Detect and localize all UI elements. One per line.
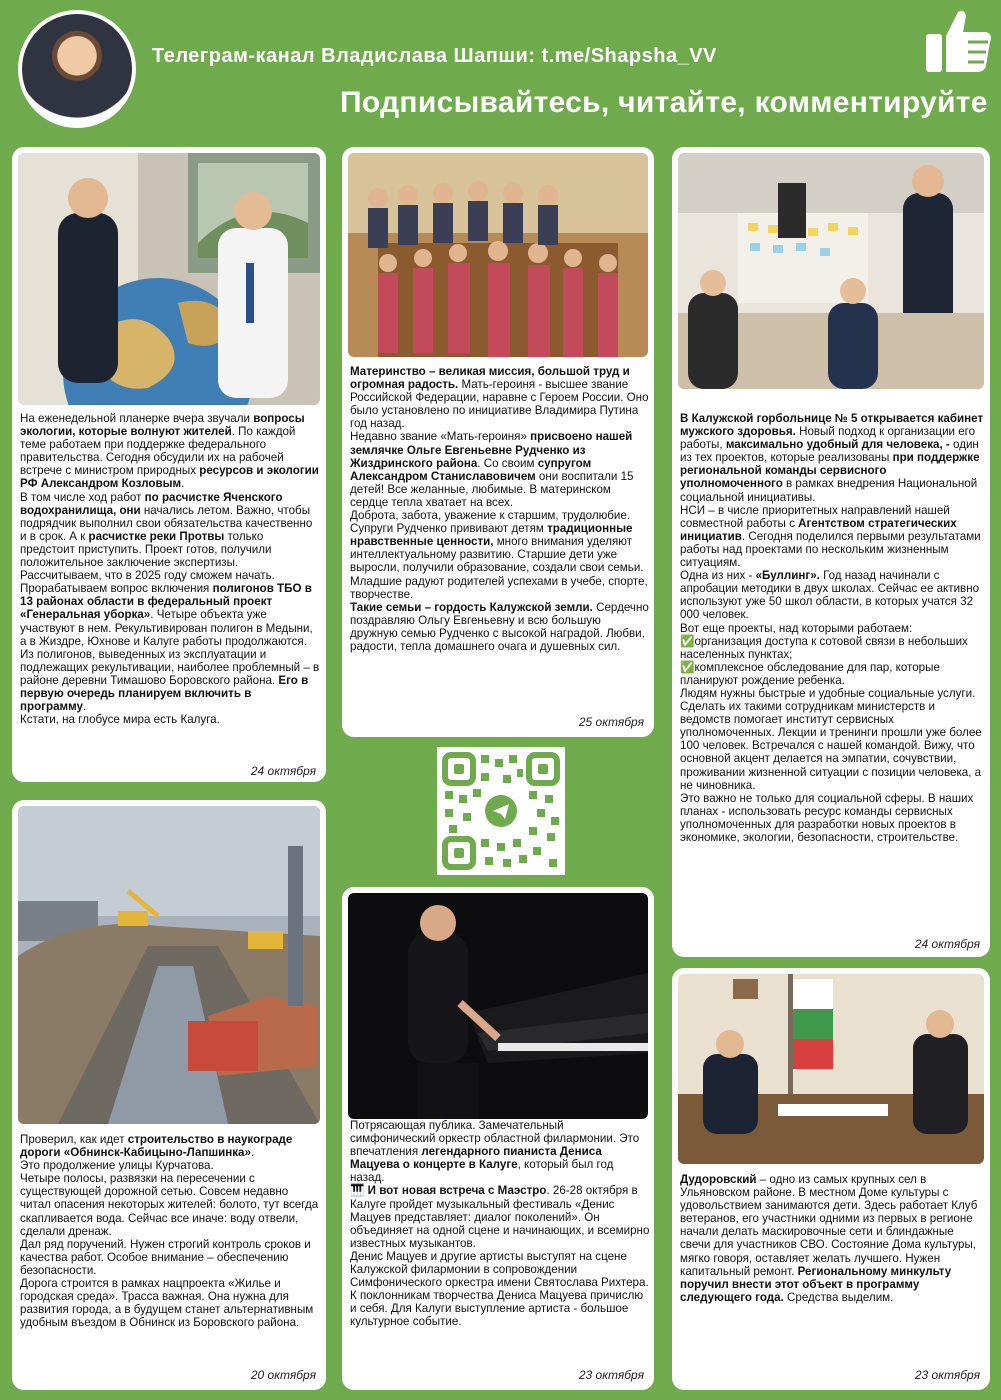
text-bold: Материнство – великая миссия, большой труд и огромная радость. <box>350 365 630 392</box>
post-date: 23 октября <box>578 1368 644 1382</box>
text-span: в рамках внедрения Национальной социальной инициативы. <box>680 477 978 504</box>
text-span: , который был год назад. <box>350 1158 614 1185</box>
text-span: Дорога строится в рамках нацпроекта «Жилье и городская среда». Трасса важная. Она нужна для развития города, а в будущем станет альтернативным удобным въездом в Обнинск из Боровского района. <box>20 1277 314 1330</box>
text-span: Вот еще проекты, над которыми работаем: <box>680 621 913 635</box>
post-date: 24 октября <box>914 937 980 951</box>
post-text <box>680 412 984 844</box>
header-banner <box>0 0 1001 138</box>
check-icon: ✅ <box>680 634 695 648</box>
text-span: Год назад начинали с апробации методики в двух школах. Сейчас ее активно используют уже 50 школ области, в которых учатся 32 000 человек. <box>680 569 980 622</box>
text-span: НСИ – в числе приоритетных направлений нашей совместной работы с <box>680 503 950 530</box>
text-span: Людям нужны быстрые и удобные социальные услуги. Сделать их такими сотрудникам министерств и ведомств помогает институт сервисных уполномоченных. Лекции и тренинги прошли уже более 100 человек. Встречался с нашей командой. Вижу, что основной акцент делается на эмпатии, сочувствии, проживании жизненной ситуации с позиции человека, а не чиновника. <box>680 686 982 792</box>
post-text <box>20 412 320 726</box>
text-bold: ресурсов и экологии РФ Александром Козловым <box>20 464 319 491</box>
text-span: Денис Мацуев и другие артисты выступят на сцене Калужской филармонии в сопровождении Симфонического оркестра имени Святослава Рихтера. <box>350 1249 649 1290</box>
text-span: Проверил, как идет <box>20 1133 128 1146</box>
text-span: Средства выделим. <box>783 1290 894 1304</box>
post-text <box>680 1173 984 1304</box>
text-bold: полигонов ТБО в 13 районах области в федеральный проект «Генеральная уборка» <box>20 582 312 622</box>
text-bold: вопросы экологии, которые волнуют жителей <box>20 412 305 439</box>
photo-road-construction <box>18 806 320 1124</box>
text-span: Это важно не только для социальной сферы. В наших планах - использовать ресурс команды сервисных уполномоченных для разработки новых проектов в экономике, экологии, безопасности, строительстве. <box>680 791 974 844</box>
photo-large-family <box>348 153 648 357</box>
text-span: К поклонникам творчества Дениса Мацуева причислю и себя. Для Калуги выступление артиста - большое культурное событие. <box>350 1289 644 1329</box>
post-card-mens-health <box>672 147 990 957</box>
text-bold: по расчистке Яченского водохранилища, они <box>20 490 283 517</box>
text-bold: В Калужской горбольнице № 5 открывается кабинет мужского здоровья. <box>680 412 984 439</box>
text-span: Потрясающая публика. Замечательный симфонический оркестр областной филармонии. Это впечатления <box>350 1119 640 1159</box>
text-bold: расчистке реки Протвы <box>88 529 225 543</box>
text-span: Доброта, забота, уважение к старшим, трудолюбие. Супруги Рудченко прививают детям <box>350 509 631 536</box>
post-card-mother-heroine <box>342 147 654 737</box>
text-span: Четыре полосы, развязки на пересечении с существующей дорожной сетью. Совсем недавно читал опасения некоторых жителей: болото, тут всегда скапливается вода. Сейчас все иначе: воду отвели, сделали дренаж. <box>20 1172 319 1238</box>
text-span: . <box>82 700 87 714</box>
text-span: . 26-28 октября в Калуге пройдет музыкальный фестиваль «Денис Мацуев представляет: диалог поколений». Он объединяет на одной сцене и начинающих, и всемирно известных музыкантов. <box>350 1184 650 1250</box>
text-bold: Его в первую очередь планируем включить в программу <box>20 673 309 714</box>
header-subtitle: Подписывайтесь, читайте, комментируйте <box>340 86 988 119</box>
text-span: На еженедельной планерке вчера звучали <box>20 412 254 425</box>
text-span: Это продолжение улицы Курчатова. <box>20 1159 214 1173</box>
post-card-road-construction <box>12 800 326 1390</box>
text-span: . <box>250 1146 255 1160</box>
post-date: 23 октября <box>914 1368 980 1382</box>
text-span: только предстоит приступить. Проект готов, получили положительное заключение экспертизы. Рассчитываем, что в 2025 году сможем начать. <box>20 529 275 583</box>
text-span: один из тех проектов, которые реализованы <box>680 438 979 465</box>
text-span: они воспитали 15 детей! Все желанные, любимые. В материнском сердце тепла хватает на всех. <box>350 469 634 509</box>
text-span: . По каждой теме работаем при поддержке федерального правительства. Сегодня обсудили их на рабочей встрече с министром природных <box>20 425 296 478</box>
photo-pianist-concert <box>348 893 648 1119</box>
post-date: 24 октября <box>250 764 316 778</box>
text-bold: максимально удобный для человека, - <box>725 438 950 452</box>
photo-globe-meeting <box>18 153 320 405</box>
author-avatar <box>18 10 136 128</box>
text-span: . Сегодня поделился первыми результатами работы над проектами по нескольким жизненным ситуациям. <box>680 529 981 570</box>
thumbs-up-icon <box>922 4 996 78</box>
post-date: 20 октября <box>250 1368 316 1382</box>
text-span: – одно из самых крупных сел в Ульяновском районе. В местном Доме культуры с удовольствием занимаются дети. Здесь работает Клуб ветеранов, его участники одними из первых в регионе начали делать маскировочные сети и блиндажные свечи для участников СВО. Состояние Дома культуры, мягко говоря, оставляет желать лучшего. Нужен капитальный ремонт. <box>680 1173 978 1278</box>
text-bold: Дудоровский <box>680 1173 757 1186</box>
text-span: Кстати, на глобусе мира есть Калуга. <box>20 713 220 727</box>
text-span: начались летом. Важно, чтобы подрядчик выполнил свои обязательства качественно и в срок. А к <box>20 503 313 543</box>
post-text <box>20 1133 320 1329</box>
post-card-ecology <box>12 147 326 782</box>
text-span: В том числе ход работ <box>20 490 145 504</box>
telegram-qr-code[interactable] <box>437 747 565 875</box>
text-bold: традиционные нравственные ценности, <box>350 522 633 549</box>
text-span: . Со своим <box>477 456 538 470</box>
text-span: Новый подход к организации его работы, <box>680 425 976 452</box>
post-text <box>350 1119 650 1329</box>
photo-official-meeting <box>678 974 984 1164</box>
text-bold: Агентством стратегических инициатив <box>680 516 957 543</box>
check-icon: ✅ <box>680 660 695 674</box>
text-bold: легендарного пианиста Дениса Мацуева о концерте в Калуге <box>350 1145 602 1172</box>
post-card-dudorovsky <box>672 968 990 1390</box>
post-text <box>350 365 650 653</box>
post-date: 25 октября <box>578 715 644 729</box>
text-bold: И вот новая встреча с Маэстро <box>364 1184 547 1198</box>
text-span: Дал ряд поручений. Нужен строгий контроль сроков и качества работ. Особое внимание – обеспечению безопасности. <box>20 1237 311 1277</box>
text-span: . Четыре объекта уже участвуют в нем. Рекультивирован полигон в Медыни, а в Жиздре, Юхнове и Калуге работы продолжаются. Из полигонов, выведенных из эксплуатации и подлежащих рекультивации, наиболее проблемный – в районе деревни Тимашово Боровского района. <box>20 608 320 687</box>
piano-icon: 🎹 <box>350 1184 365 1198</box>
text-span: комплексное обследование для пар, которые планируют рождение ребенка. <box>680 660 940 687</box>
photo-conference <box>678 153 984 389</box>
text-bold: супругом Александром Станиславовичем <box>350 456 592 483</box>
text-bold: Такие семьи – гордость Калужской земли. <box>350 600 593 614</box>
header-title: Телеграм-канал Владислава Шапши: t.me/Shapsha_VV <box>152 45 717 67</box>
text-span: . <box>181 477 185 491</box>
text-span: много внимания уделяют интеллектуальному развитию. Старшие дети уже выросли, получили образование, создали свои семьи. Младшие радуют родителей успехами в учебе, спорте, творчестве. <box>350 535 648 601</box>
text-bold: «Буллинг». <box>755 569 820 583</box>
text-span: организация доступа к сотовой связи в небольших населенных пунктах; <box>680 634 968 661</box>
text-span: Недавно звание «Мать-героиня» <box>350 430 531 444</box>
text-bold: Региональному минкульту поручил внести этот объект в программу следующего года. <box>680 1264 952 1304</box>
text-bold: присвоено нашей землячке Ольге Евгеньевне Рудченко из Жиздринского района <box>350 430 633 470</box>
text-span: Прорабатываем вопрос включения <box>20 582 213 596</box>
text-bold: при поддержке региональной команды сервисного уполномоченного <box>680 451 980 491</box>
text-span: Сердечно поздравляю Ольгу Евгеньевну и всю большую дружную семью Рудченко с высокой наградой. Любви, радости, тепла домашнего очага и душевных сил. <box>350 600 649 653</box>
post-card-matsuev-festival <box>342 887 654 1390</box>
text-bold: строительство в наукограде дороги «Обнинск-Кабицыно-Лапшинка» <box>20 1133 293 1160</box>
text-span: Мать-героиня - высшее звание Российской Федерации, наравне с Героем России. Оно было установлено по инициативе Владимира Путина год назад. <box>350 378 649 431</box>
text-span: Одна из них - <box>680 569 756 583</box>
